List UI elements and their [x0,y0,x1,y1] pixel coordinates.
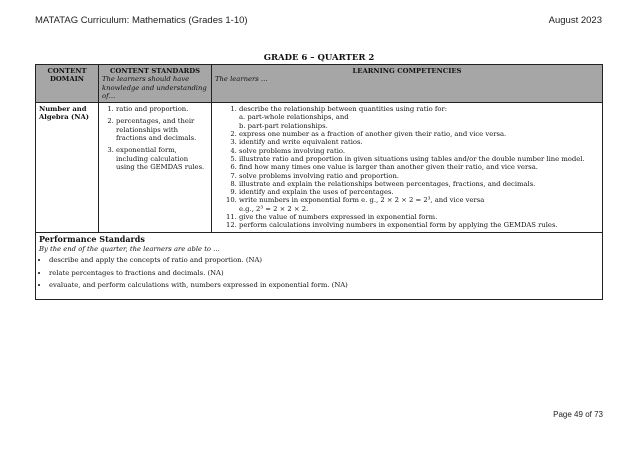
list-item: • evaluate, and perform calculations with, numbers expressed in exponential form. (NA) [49,281,599,289]
competency-text: find how many times one value is larger than another given their ratio, and vice versa. [239,163,538,172]
page-footer [553,410,603,419]
competency-text: give the value of numbers expressed in exponential form. [239,213,438,222]
list-item: 1. ratio and proportion. [116,105,208,113]
performance-standards-list [39,256,599,289]
header-content-standards [99,65,212,103]
competency-text: solve problems involving ratio and proportion. [239,171,399,180]
competency-subitem: e.g., 2³ = 2 × 2 × 2. [239,204,309,213]
content-standards-cell [99,103,212,232]
header-content-standards-label: CONTENT STANDARDS [109,67,201,75]
header-content-domain: CONTENT DOMAIN [36,65,99,103]
competency-text: identify and write equivalent ratios. [239,138,363,147]
list-item [239,155,599,163]
performance-standards-cell [36,232,603,299]
table-row [36,103,603,232]
list-item [239,180,599,188]
competency-text: describe the relationship between quantities using ratio for: [239,105,448,114]
content-standards-list [102,105,208,171]
header-learning-competencies-label: LEARNING COMPETENCIES [352,67,462,75]
competency-text: express one number as a fraction of another given their ratio, and vice versa. [239,130,507,139]
list-item [239,105,599,130]
list-item [239,221,599,229]
document-header-title: MATATAG Curriculum: Mathematics (Grades 1-10) [35,15,248,26]
list-item [239,147,599,155]
performance-standards-intro: By the end of the quarter, the learners are able to … [39,244,220,253]
table-header-row [36,65,603,103]
learning-competencies-list [215,105,599,229]
grade-quarter-title: GRADE 6 – QUARTER 2 [263,53,375,63]
list-item: • relate percentages to fractions and decimals. (NA) [49,269,599,277]
page-label: Page [553,410,572,419]
competency-text: solve problems involving ratio. [239,146,346,155]
document-header-date: August 2023 [548,15,602,26]
page-number: 49 [574,410,583,419]
list-item [239,188,599,196]
list-item [239,213,599,221]
list-item [239,130,599,138]
competency-text: illustrate ratio and proportion in given situations using tables and/or the double number line model. [239,154,585,163]
header-learning-competencies-sub: The learners … [215,75,268,84]
performance-standards-title: Performance Standards [39,233,145,244]
performance-standards-row [36,232,603,299]
curriculum-table [35,64,603,300]
competency-subitem: a. part-whole relationships, and [239,113,349,122]
competency-text: identify and explain the uses of percentages. [239,188,394,197]
list-item [239,172,599,180]
list-item: 3. exponential form, including calculation using the GEMDAS rules. [116,146,208,171]
competency-subitem: b. part-part relationships. [239,121,328,130]
page-total: 73 [594,410,603,419]
competency-text: illustrate and explain the relationships between percentages, fractions, and decimals. [239,179,536,188]
list-item: 2. percentages, and their relationships with fractions and decimals. [116,117,208,142]
page-of-label: of [585,410,592,419]
list-item: • describe and apply the concepts of ratio and proportion. (NA) [49,256,599,264]
competency-text: perform calculations involving numbers in exponential form by applying the GEMDAS rules. [239,221,558,230]
list-item [239,163,599,171]
competency-text: write numbers in exponential form e. g., 2 × 2 × 2 = 2³, and vice versa [239,196,485,205]
header-content-standards-sub: The learners should have knowledge and understanding of… [102,75,207,100]
list-item [239,138,599,146]
header-learning-competencies [212,65,603,103]
learning-competencies-cell [212,103,603,232]
content-domain-cell: Number and Algebra (NA) [36,103,99,232]
list-item [239,196,599,213]
